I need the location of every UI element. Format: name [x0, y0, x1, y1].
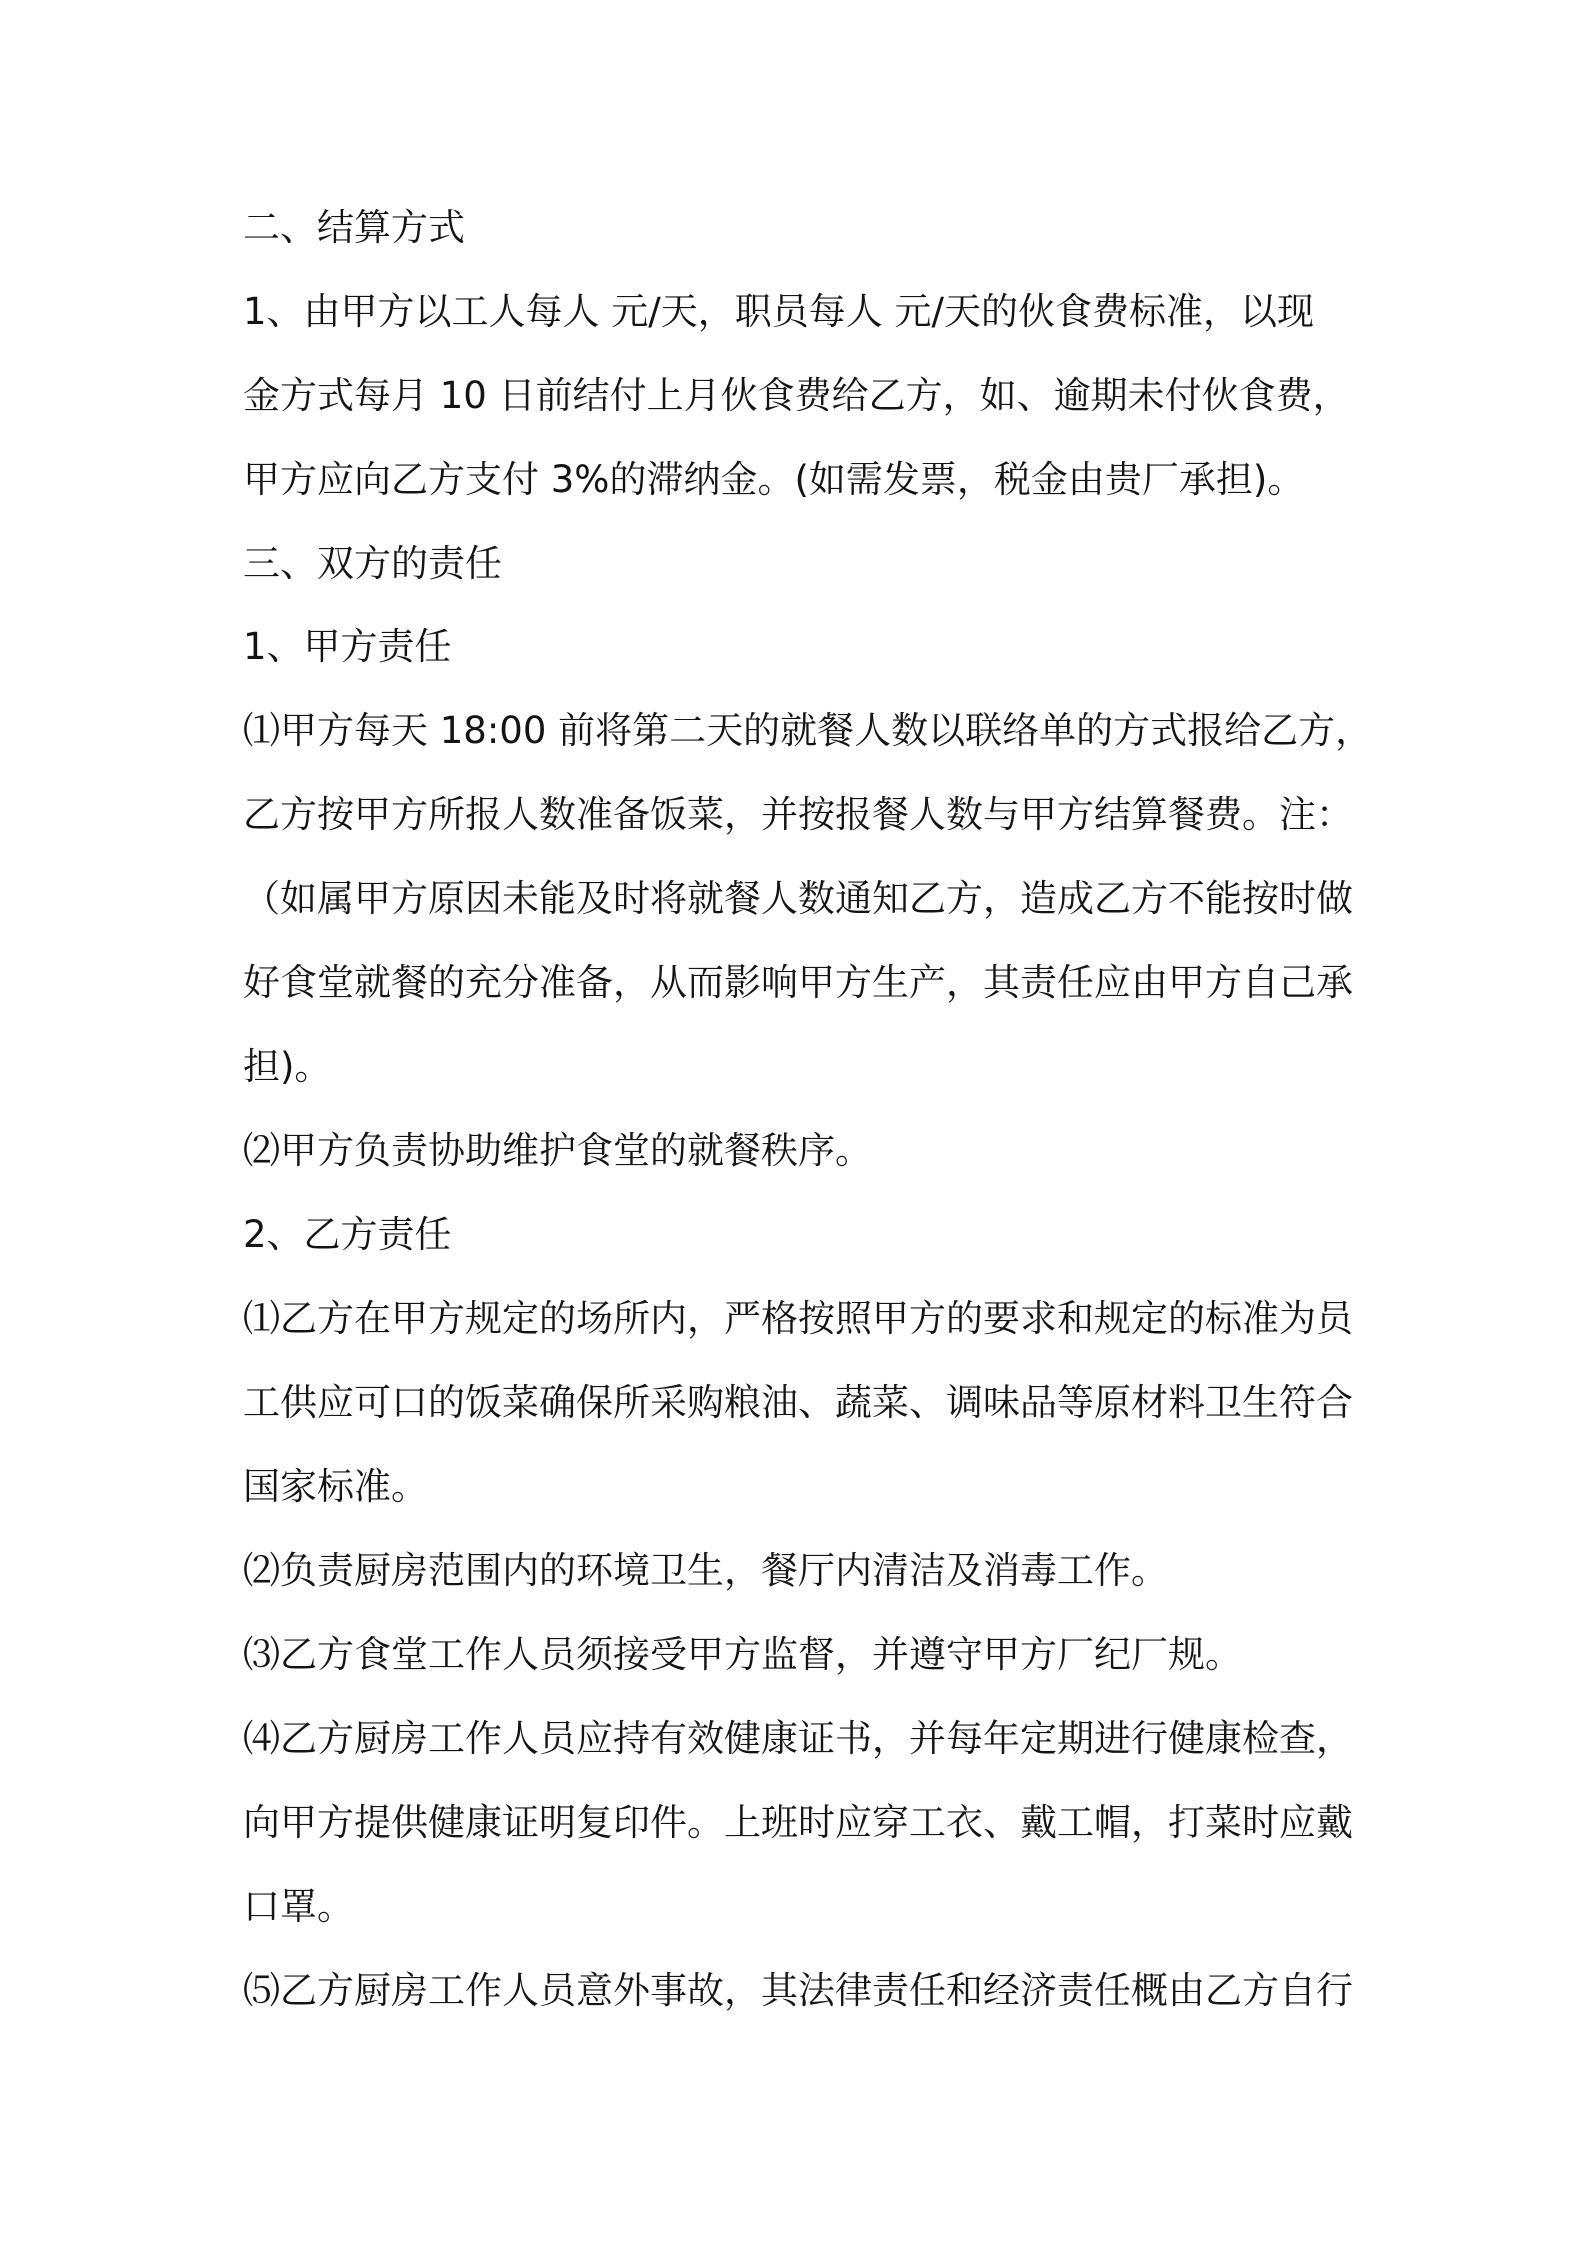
paragraph-line: （如属甲方原因未能及时将就餐人数通知乙方，造成乙方不能按时做 [243, 877, 1353, 920]
paragraph-line: 口罩。 [243, 1885, 354, 1928]
paragraph-line: 金方式每月 10 日前结付上月伙食费给乙方，如、逾期未付伙食费， [243, 374, 1350, 417]
paragraph-line: 国家标准。 [243, 1465, 428, 1508]
paragraph-line: ⑷乙方厨房工作人员应持有效健康证书，并每年定期进行健康检查， [243, 1717, 1353, 1760]
paragraph-line: 1、由甲方以工人每人 元/天，职员每人 元/天的伙食费标准，以现 [243, 290, 1314, 333]
paragraph-line: ⑵甲方负责协助维护食堂的就餐秩序。 [243, 1129, 872, 1172]
paragraph-line: 甲方应向乙方支付 3%的滞纳金。(如需发票，税金由贵厂承担)。 [243, 458, 1305, 501]
section-heading-settlement: 二、结算方式 [243, 206, 465, 249]
subsection-heading-party-a: 1、甲方责任 [243, 625, 452, 668]
paragraph-line: ⑵负责厨房范围内的环境卫生，餐厅内清洁及消毒工作。 [243, 1549, 1168, 1592]
paragraph-line: ⑶乙方食堂工作人员须接受甲方监督，并遵守甲方厂纪厂规。 [243, 1633, 1242, 1676]
paragraph-line: 向甲方提供健康证明复印件。上班时应穿工衣、戴工帽，打菜时应戴 [243, 1801, 1353, 1844]
subsection-heading-party-b: 2、乙方责任 [243, 1213, 452, 1256]
paragraph-line: 好食堂就餐的充分准备，从而影响甲方生产，其责任应由甲方自己承 [243, 961, 1353, 1004]
paragraph-line: 担)。 [243, 1045, 332, 1088]
paragraph-line: 乙方按甲方所报人数准备饭菜，并按报餐人数与甲方结算餐费。注： [243, 793, 1353, 836]
paragraph-line: ⑸乙方厨房工作人员意外事故，其法律责任和经济责任概由乙方自行 [243, 1969, 1353, 2012]
paragraph-line: 工供应可口的饭菜确保所采购粮油、蔬菜、调味品等原材料卫生符合 [243, 1381, 1353, 1424]
paragraph-line: ⑴乙方在甲方规定的场所内，严格按照甲方的要求和规定的标准为员 [243, 1297, 1353, 1340]
section-heading-responsibilities: 三、双方的责任 [243, 542, 502, 585]
paragraph-line: ⑴甲方每天 18:00 前将第二天的就餐人数以联络单的方式报给乙方， [243, 709, 1373, 752]
